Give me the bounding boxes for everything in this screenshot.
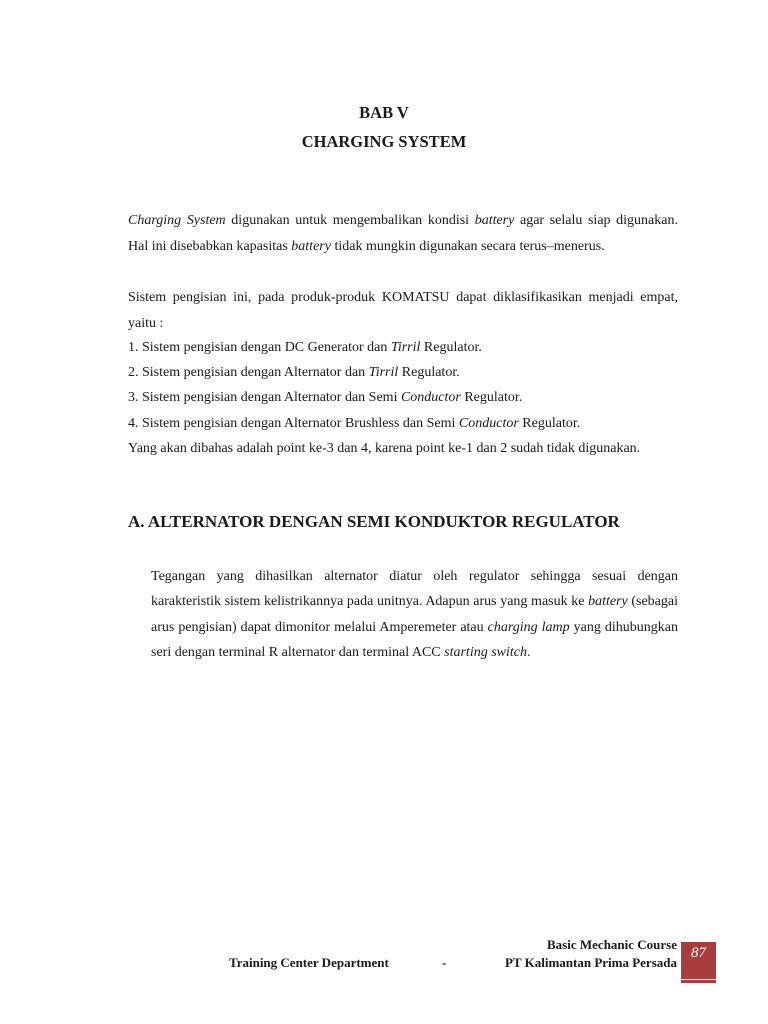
term-charging-system: Charging System <box>128 213 226 228</box>
term-starting-switch: starting switch <box>444 644 527 660</box>
footer-course: Basic Mechanic Course <box>547 937 677 952</box>
section-heading: A. ALTERNATOR DENGAN SEMI KONDUKTOR REGULATOR <box>128 512 620 531</box>
chapter-title: CHARGING SYSTEM <box>301 132 467 151</box>
term-battery: battery <box>588 594 628 610</box>
page-number-badge <box>681 942 716 979</box>
footer-department: Training Center Department <box>229 955 389 970</box>
list-item: 1. Sistem pengisian dengan DC Generator dan Tirril Regulator. <box>128 340 482 355</box>
page-number-rule <box>681 980 716 983</box>
intro-text-1: digunakan untuk mengembalikan kondisi <box>225 213 475 228</box>
classification-paragraph: Sistem pengisian ini, pada produk-produk KOMATSU dapat diklasifikasikan menjadi empat, yaitu : <box>128 290 678 331</box>
footer-separator: - <box>442 955 447 970</box>
section-paragraph: Tegangan yang dihasilkan alternator diatur oleh regulator sehingga sesuai dengan karakteristik sistem kelistrikannya pada unitnya. Adapun arus yang masuk ke battery (sebagai arus pengisian) dapat dimonitor melalui Amperemeter atau charging lamp yang dihubungkan seri dengan terminal R alternator dan terminal ACC starting switch. <box>151 569 678 660</box>
footer-company: PT Kalimantan Prima Persada <box>504 955 677 970</box>
list-item: 4. Sistem pengisian dengan Alternator Brushless dan Semi Conductor Regulator. <box>128 416 581 431</box>
intro-text-3: tidak mungkin digunakan secara terus–menerus. <box>330 238 605 254</box>
intro-paragraph <box>128 208 678 259</box>
list-item: 3. Sistem pengisian dengan Alternator dan Semi Conductor Regulator. <box>128 390 523 405</box>
term-battery: battery <box>291 238 331 254</box>
term-charging-lamp: charging lamp <box>487 619 570 635</box>
discussion-paragraph: Yang akan dibahas adalah point ke-3 dan 4, karena point ke-1 dan 2 sudah tidak digunakan. <box>128 441 641 456</box>
chapter-number: BAB V <box>359 103 409 122</box>
page-number: 87 <box>691 945 706 961</box>
list-item: 2. Sistem pengisian dengan Alternator dan Tirril Regulator. <box>128 365 460 380</box>
intro-text-2: agar selalu siap digunakan. Hal ini disebabkan kapasitas <box>128 213 678 254</box>
term-battery: battery <box>474 213 515 228</box>
